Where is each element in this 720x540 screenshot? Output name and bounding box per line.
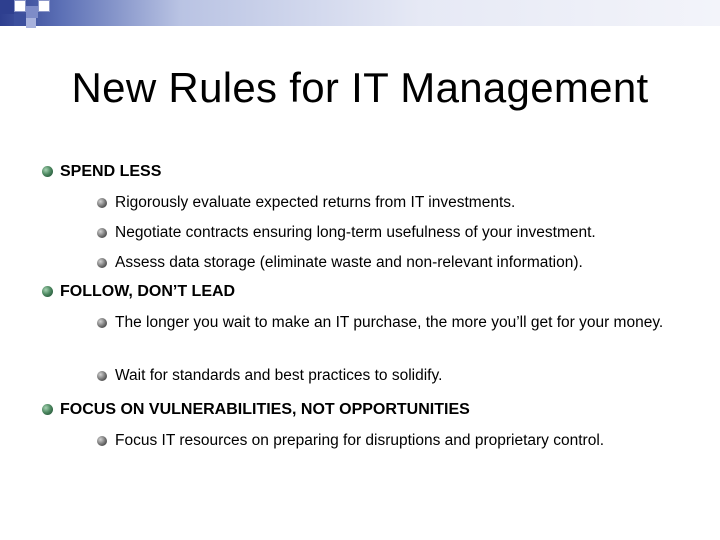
- section-heading: [42, 162, 161, 182]
- list-item: [42, 222, 720, 244]
- list-item-text: The longer you wait to make an IT purchase, the more you’ll get for your money.: [115, 314, 664, 331]
- list-item-text: Rigorously evaluate expected returns from IT investments.: [115, 194, 516, 211]
- bullet-icon: [97, 198, 107, 208]
- section-heading: [42, 400, 470, 420]
- bullet-icon: [97, 436, 107, 446]
- bullet-icon: [97, 258, 107, 268]
- decorative-square: [26, 18, 36, 28]
- decorative-square: [38, 0, 50, 12]
- slide-title: New Rules for IT Management: [71, 64, 649, 111]
- bullet-icon: [97, 318, 107, 328]
- decorative-square: [26, 6, 38, 18]
- list-item: [42, 430, 720, 452]
- section-heading-text: FOLLOW, DON’T LEAD: [60, 283, 236, 300]
- decorative-square: [14, 0, 26, 12]
- list-item-text: Wait for standards and best practices to solidify.: [115, 367, 443, 384]
- bullet-icon: [42, 286, 53, 297]
- bullet-icon: [42, 166, 53, 177]
- list-item: [97, 312, 667, 334]
- bullet-icon: [97, 228, 107, 238]
- section-heading-text: FOCUS ON VULNERABILITIES, NOT OPPORTUNITIES: [60, 401, 470, 418]
- list-item: [42, 365, 720, 387]
- section-heading-text: SPEND LESS: [60, 163, 162, 180]
- list-item: [42, 192, 720, 214]
- bullet-icon: [42, 404, 53, 415]
- list-item-text: Focus IT resources on preparing for disruptions and proprietary control.: [115, 432, 605, 449]
- bullet-icon: [97, 371, 107, 381]
- decorative-square: [14, 14, 26, 26]
- decorative-square: [0, 0, 14, 14]
- header-decoration: [0, 0, 720, 26]
- list-item: [42, 252, 720, 274]
- list-item-text: Assess data storage (eliminate waste and non-relevant information).: [115, 254, 583, 271]
- section-heading: [42, 282, 235, 302]
- list-item-text: Negotiate contracts ensuring long-term usefulness of your investment.: [115, 224, 596, 241]
